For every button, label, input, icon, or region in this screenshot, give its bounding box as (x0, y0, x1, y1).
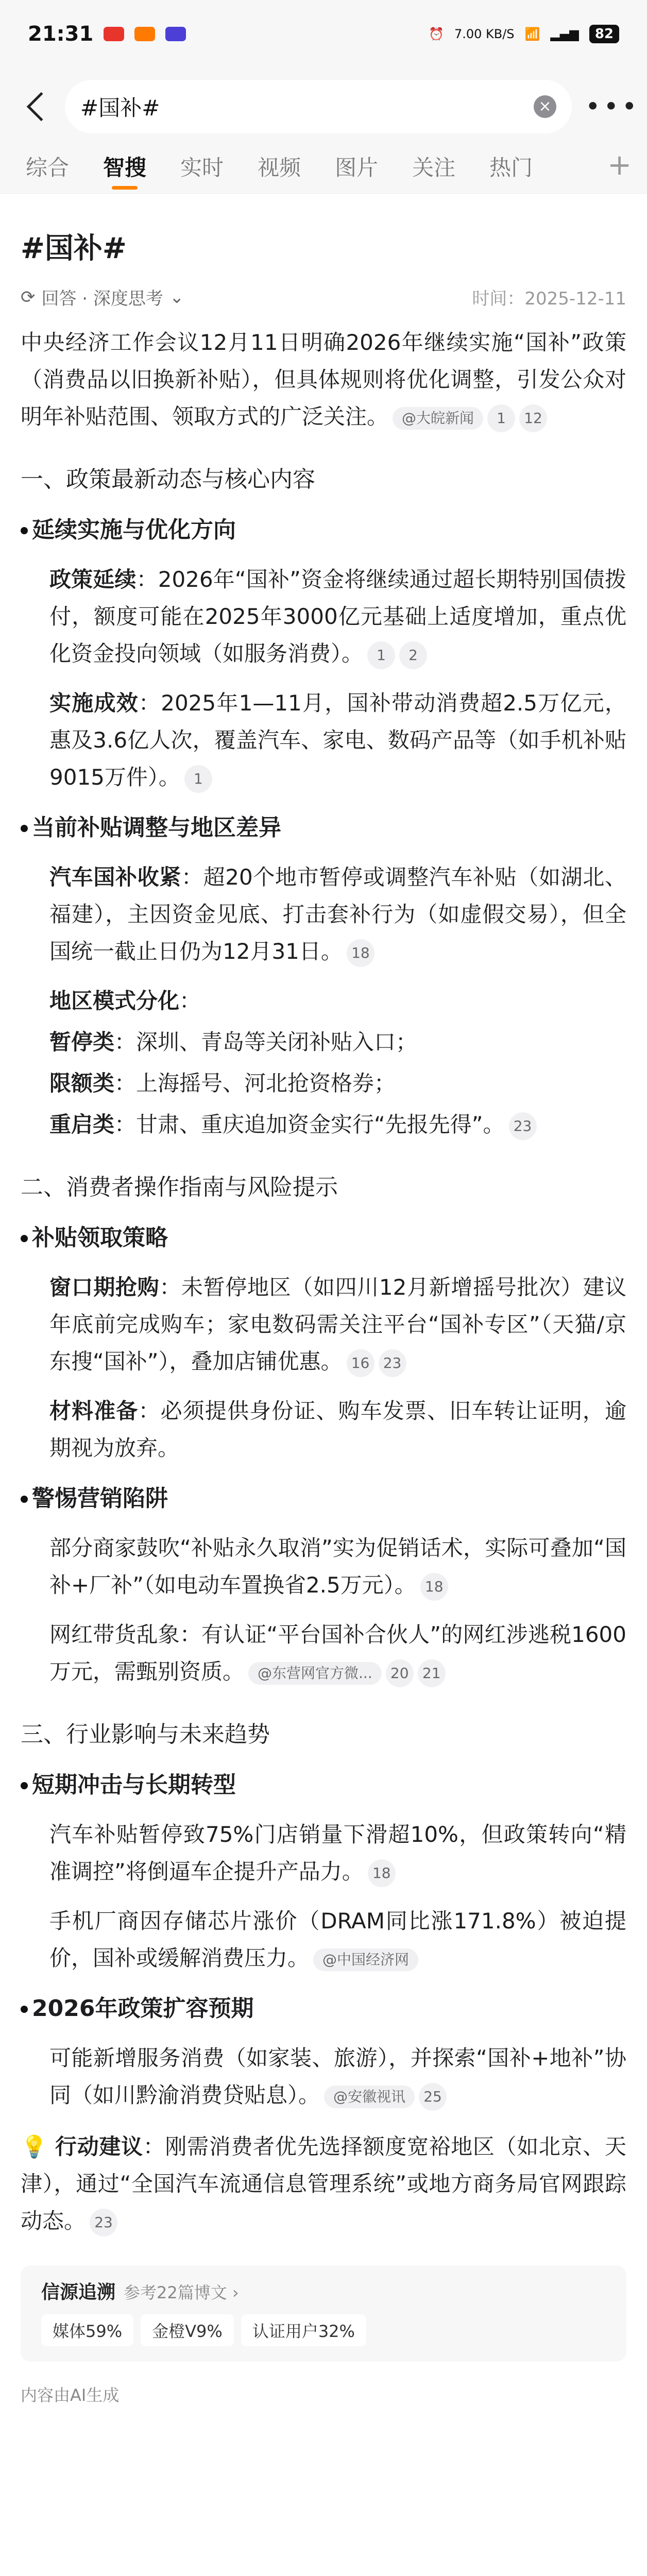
paragraph (49, 561, 626, 672)
paragraph (49, 2040, 626, 2114)
citation-number[interactable]: 18 (420, 1573, 448, 1601)
subsection-heading: 警惕营销陷阱 (21, 1480, 626, 1517)
citation-number[interactable]: 1 (367, 641, 395, 669)
citation-number[interactable]: 21 (418, 1659, 446, 1687)
paragraph-text: ：2025年1—11月，国补带动消费超2.5万亿元，惠及3.6亿人次，覆盖汽车、家电、数码产品等（如手机补贴9015万件）。 (49, 690, 626, 790)
paragraph-label: 重启类 (49, 1112, 115, 1137)
paragraph-text: 手机厂商因存储芯片涨价（DRAM同比涨171.8%）被迫提价，国补或缓解消费压力。 (49, 1908, 626, 1971)
subsection-heading: 2026年政策扩容预期 (21, 1990, 626, 2027)
source-citation[interactable]: @东营网官方微... (248, 1662, 382, 1685)
paragraph-label: 汽车国补收紧 (49, 865, 181, 890)
paragraph (49, 1065, 626, 1102)
paragraph (49, 1616, 626, 1690)
subsection-heading: 当前补贴调整与地区差异 (21, 809, 626, 846)
search-header (0, 68, 647, 145)
paragraph (49, 1024, 626, 1061)
paragraph (49, 1530, 626, 1604)
paragraph-label: 窗口期抢购 (49, 1275, 160, 1300)
ai-generated-note: 内容由AI生成 (21, 2385, 120, 2405)
paragraph-text: ：上海摇号、河北抢资格券； (114, 1071, 396, 1096)
paragraph-text: ：未暂停地区（如四川12月新增摇号批次）建议年底前完成购车；家电数码需关注平台“国补专区”（天猫/京东搜“国补”），叠加店铺优惠。 (49, 1275, 626, 1374)
paragraph-text: 可能新增服务消费（如家装、旅游），并探索“国补+地补”协同（如川黔渝消费贷贴息）。 (49, 2045, 626, 2108)
paragraph-text: 汽车补贴暂停致75%门店销量下滑超10%，但政策转向“精准调控”将倒逼车企提升产品力。 (49, 1822, 626, 1884)
section-heading: 三、行业影响与未来趋势 (21, 1721, 270, 1748)
search-input[interactable] (65, 80, 572, 133)
paragraph (49, 982, 626, 1020)
wifi-icon: 📶 (524, 27, 540, 41)
citation-number[interactable]: 1 (184, 765, 212, 793)
paragraph (49, 1816, 626, 1890)
subsection-heading: 延续实施与优化方向 (21, 512, 626, 549)
paragraph-label: 地区模式分化 (49, 988, 180, 1013)
source-chip: 媒体59% (41, 2314, 133, 2346)
source-citation[interactable]: @大皖新闻 (393, 407, 483, 430)
paragraph-text: ： (179, 988, 201, 1013)
chevron-down-icon[interactable]: ⌄ (169, 286, 184, 308)
intro-paragraph (21, 324, 626, 435)
citation-number[interactable]: 18 (347, 939, 374, 967)
notification-app-icon (134, 27, 155, 41)
section-heading: 一、政策最新动态与核心内容 (21, 466, 315, 493)
source-trace-title: 信源追溯 (41, 2282, 116, 2303)
paragraph (49, 1393, 626, 1467)
paragraph-text: ：深圳、青岛等关闭补贴入口； (114, 1029, 418, 1055)
advice-text: ：刚需消费者优先选择额度宽裕地区（如北京、天津），通过“全国汽车流通信息管理系统”或地方商务局官网跟踪动态。 (21, 2134, 626, 2233)
paragraph-label: 政策延续 (49, 567, 137, 592)
paragraph-text: ：必须提供身份证、购车发票、旧车转让证明，逾期视为放弃。 (49, 1398, 626, 1461)
deep-think-icon: ⟳ (21, 286, 36, 308)
intro-text: 中央经济工作会议12月11日明确2026年继续实施“国补”政策（消费品以旧换新补贴），但具体规则将优化调整，引发公众对明年补贴范围、领取方式的广泛关注。 (21, 330, 626, 429)
source-trace-ref[interactable]: 参考22篇博文 › (124, 2283, 239, 2302)
battery-indicator: 82 (589, 25, 619, 43)
paragraph (49, 685, 626, 796)
search-query[interactable]: #国补# (80, 95, 160, 121)
add-tab-icon[interactable]: + (607, 148, 632, 182)
paragraph-text: ：甘肃、重庆追加资金实行“先报先得”。 (114, 1112, 505, 1137)
paragraph-text: ：2026年“国补”资金将继续通过超长期特别国债拨付，额度可能在2025年3000亿元基础上适度增加，重点优化资金投向领域（如服务消费）。 (49, 567, 626, 666)
network-speed: 7.00 KB/S (454, 27, 515, 41)
tab-following[interactable]: 关注 (412, 155, 456, 180)
alarm-icon: ⏰ (429, 27, 444, 41)
tab-smart-search[interactable]: 智搜 (103, 145, 146, 194)
action-advice (21, 2128, 626, 2240)
tab-video[interactable]: 视频 (258, 155, 301, 180)
paragraph-label: 暂停类 (49, 1029, 115, 1055)
section-heading: 二、消费者操作指南与风险提示 (21, 1174, 338, 1200)
citation-number[interactable]: 12 (519, 404, 547, 432)
citation-number[interactable]: 2 (399, 641, 427, 669)
tab-hot[interactable]: 热门 (489, 155, 533, 180)
clock: 21:31 (28, 22, 94, 46)
paragraph (49, 1903, 626, 1977)
subsection-heading: 补贴领取策略 (21, 1219, 626, 1257)
citation-number[interactable]: 20 (386, 1659, 414, 1687)
notification-app-icon (165, 27, 186, 41)
clear-icon[interactable]: × (534, 95, 556, 118)
page-title: #国补# (21, 232, 127, 265)
answer-meta (21, 284, 626, 310)
back-icon[interactable] (27, 92, 56, 122)
citation-number[interactable]: 23 (90, 2209, 117, 2236)
paragraph-label: 实施成效 (49, 690, 139, 716)
paragraph-label: 限额类 (49, 1071, 115, 1096)
source-citation[interactable]: @安徽视讯 (324, 2086, 415, 2108)
paragraph-text: ：超20个地市暂停或调整汽车补贴（如湖北、福建），主因资金见底、打击套补行为（如虚假交易），但全国统一截止日仍为12月31日。 (49, 865, 626, 964)
paragraph-text: 网红带货乱象：有认证“平台国补合伙人”的网红涉逃税1600万元，需甄别资质。 (49, 1622, 626, 1684)
paragraph (49, 1269, 626, 1380)
citation-number[interactable]: 25 (419, 2083, 447, 2111)
advice-label: 行动建议 (55, 2134, 143, 2159)
notification-app-icon (104, 27, 124, 41)
paragraph-text: 部分商家鼓吹“补贴永久取消”实为促销话术，实际可叠加“国补+厂补”（如电动车置换省2.5万元）。 (49, 1535, 626, 1598)
lightbulb-icon: 💡 (21, 2134, 56, 2159)
paragraph-label: 材料准备 (49, 1398, 139, 1423)
subsection-heading: 短期冲击与长期转型 (21, 1767, 626, 1804)
tab-images[interactable]: 图片 (335, 155, 379, 180)
paragraph (49, 859, 626, 970)
source-trace-card[interactable] (21, 2265, 626, 2362)
answer-time: 时间：2025-12-11 (472, 289, 626, 309)
citation-number[interactable]: 1 (487, 404, 515, 432)
tab-comprehensive[interactable]: 综合 (26, 155, 70, 180)
citation-number[interactable]: 18 (368, 1859, 396, 1887)
tab-realtime[interactable]: 实时 (180, 155, 224, 180)
citation-number[interactable]: 23 (509, 1112, 537, 1140)
source-chip: 金橙V9% (141, 2314, 234, 2346)
source-citation[interactable]: @中国经济网 (313, 1948, 418, 1971)
search-tabs (0, 145, 647, 194)
paragraph (49, 1106, 626, 1143)
signal-icon: ▂▄▆ (550, 27, 579, 41)
status-bar (0, 0, 647, 68)
citation-number[interactable]: 16 (347, 1349, 374, 1377)
citation-number[interactable]: 23 (379, 1349, 406, 1377)
source-chip: 认证用户32% (241, 2314, 366, 2346)
answer-content (0, 226, 647, 2406)
answer-source[interactable]: 回答 · 深度思考 (41, 289, 163, 309)
more-icon[interactable]: ••• (585, 92, 640, 122)
